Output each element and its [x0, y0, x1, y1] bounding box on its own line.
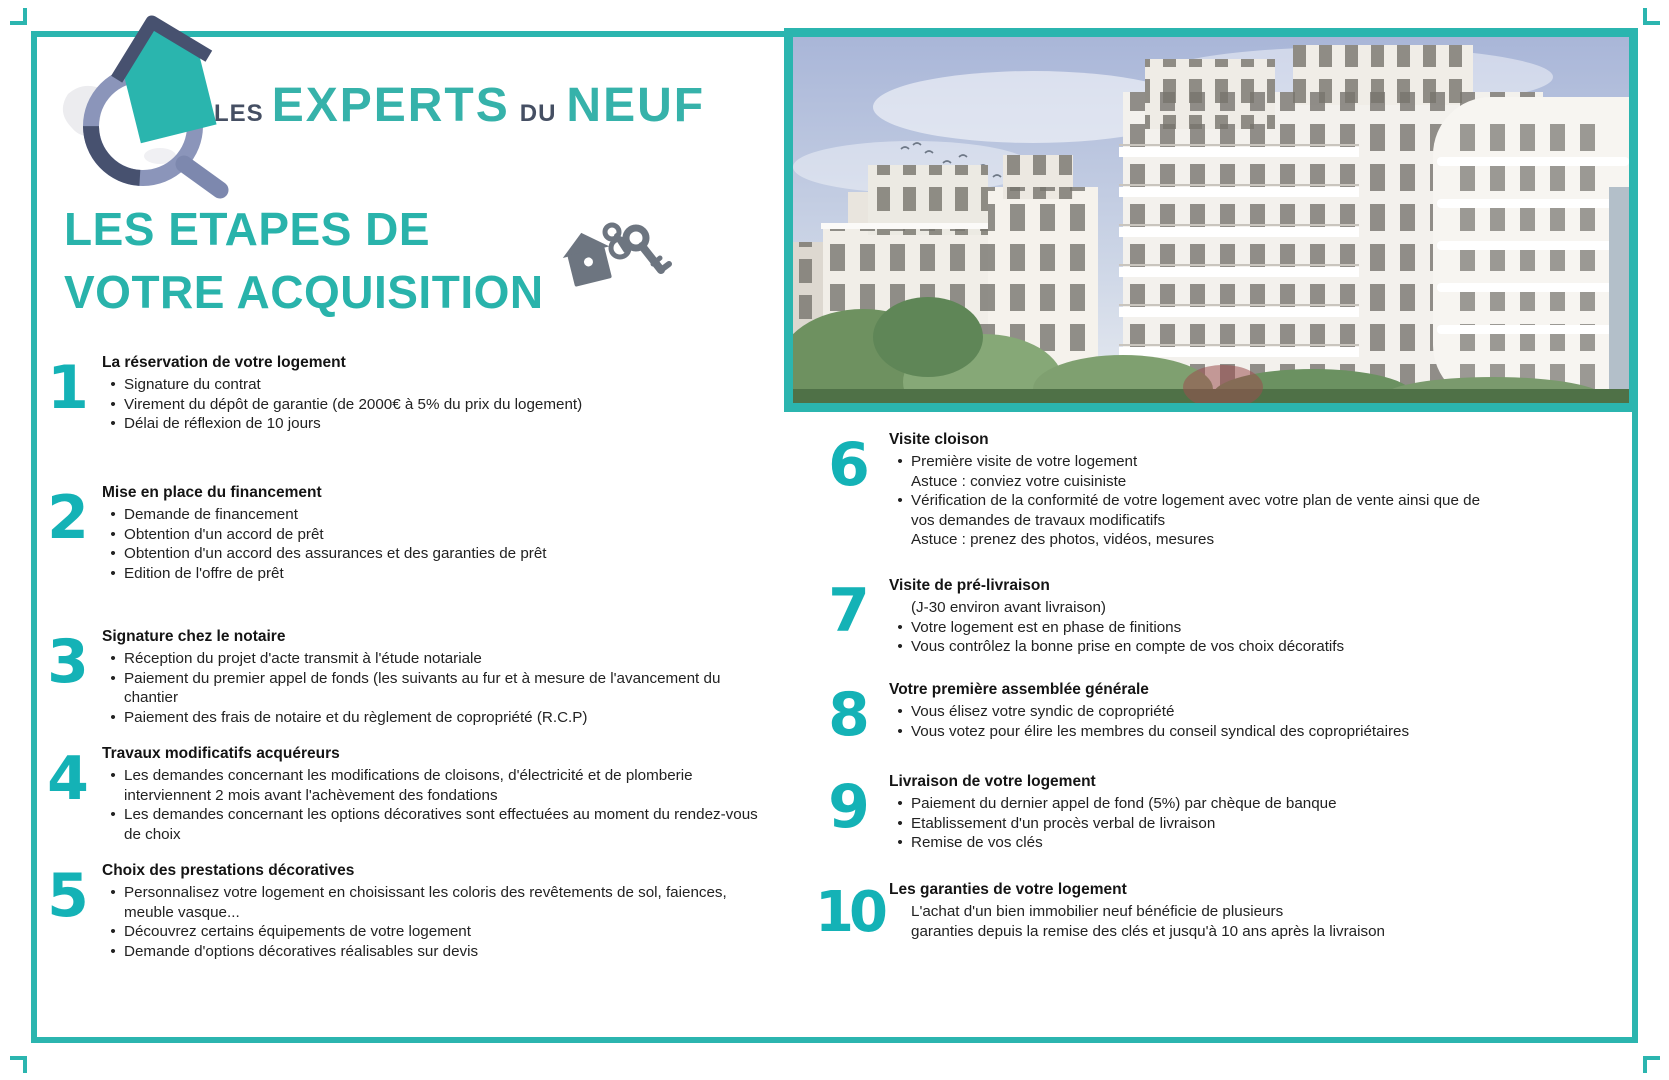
bullet-dot: • [110, 376, 116, 393]
corner-mark [10, 8, 27, 25]
step [815, 576, 1515, 657]
brand-word-du: DU [519, 100, 557, 127]
step-item-text: L'achat d'un bien immobilier neuf bénéficie de plusieurs [911, 903, 1284, 920]
step-number: 3 [47, 627, 89, 697]
step-item-text: Délai de réflexion de 10 jours [124, 415, 321, 433]
step-bullet-item [102, 375, 770, 395]
step-number: 9 [828, 772, 870, 842]
bullet-dot: • [110, 564, 116, 582]
step-item-text: (J-30 environ avant livraison) [911, 599, 1106, 616]
step-number: 2 [47, 483, 89, 553]
corner-mark [1643, 1056, 1660, 1073]
bullet-dot: • [110, 506, 116, 523]
bullet-dot: • [897, 618, 903, 636]
step-item-text: Demande d'options décoratives réalisables sur devis [124, 942, 479, 960]
bullet-dot: • [897, 492, 903, 510]
step-bullet-item [102, 525, 770, 545]
bullet-dot: • [897, 795, 903, 812]
corner-mark [10, 1056, 27, 1073]
step-bullet-item [102, 922, 770, 942]
step-item-text: garanties depuis la remise des clés et jusqu'à 10 ans après la livraison [911, 922, 1385, 940]
step-bullet-item [102, 564, 770, 584]
step-item-text: Vous votez pour élire les membres du conseil syndical des copropriétaires [911, 722, 1410, 740]
step-item-text: Astuce : prenez des photos, vidéos, mesures [911, 531, 1215, 549]
step-note-item [889, 472, 1497, 492]
step-content [102, 861, 770, 961]
step-note-item [889, 902, 1497, 922]
step-item-text: Obtention d'un accord de prêt [124, 525, 324, 543]
step-item-text: Votre logement est en phase de finitions [911, 618, 1182, 636]
brand-word-les: LES [214, 100, 264, 127]
step-bullet-item [889, 637, 1497, 657]
step-content [889, 880, 1497, 941]
step-item-text: Paiement du premier appel de fonds (les suivants au fur et à mesure de l'avancement du chantier [124, 669, 721, 707]
building-photo [784, 28, 1638, 412]
step-item-text: Vérification de la conformité de votre logement avec votre plan de vente ainsi que de vos demandes de travaux modificatifs [911, 492, 1481, 529]
step-number: 4 [47, 744, 89, 814]
step-item-text: Découvrez certains équipements de votre logement [124, 923, 471, 941]
bullet-dot: • [897, 814, 903, 832]
bullet-dot: • [110, 806, 116, 824]
step-bullet-item [102, 766, 770, 805]
step-number: 6 [828, 430, 870, 500]
bullet-dot: • [110, 415, 116, 433]
step-note-item [889, 922, 1497, 942]
step [40, 483, 780, 583]
step-item-text: Demande de financement [124, 506, 298, 523]
step-content [102, 744, 770, 844]
step-item-text: Réception du projet d'acte transmit à l'étude notariale [124, 650, 482, 667]
step-bullet-item [102, 414, 770, 434]
step-item-text: Paiement du dernier appel de fond (5%) par chèque de banque [911, 795, 1337, 812]
bullet-dot: • [110, 525, 116, 543]
bullet-dot: • [897, 703, 903, 720]
page-title-line2: VOTRE ACQUISITION [64, 266, 544, 318]
bullet-dot: • [897, 638, 903, 656]
step-note-item [889, 598, 1497, 618]
step-number: 10 [815, 880, 883, 945]
bullet-dot: • [110, 884, 116, 901]
page-title-line1: LES ETAPES DE [64, 203, 431, 255]
step [40, 861, 780, 961]
step-item-text: Edition de l'offre de prêt [124, 564, 284, 582]
step-bullet-item [102, 708, 770, 728]
bullet-dot: • [897, 834, 903, 852]
step-note-item [889, 530, 1497, 550]
step-number: 5 [47, 861, 89, 931]
step-item-text: Paiement des frais de notaire et du règlement de copropriété (R.C.P) [124, 708, 588, 726]
step-bullet-item [102, 942, 770, 962]
step [815, 430, 1515, 550]
step-title: Choix des prestations décoratives [102, 862, 355, 879]
bullet-dot: • [110, 545, 116, 563]
step-number: 1 [47, 353, 89, 423]
brand-wordmark [214, 78, 705, 133]
step-content [889, 576, 1497, 657]
step [40, 627, 780, 727]
step-content [889, 430, 1497, 550]
step-bullet-item [102, 805, 770, 844]
step-item-text: Personnalisez votre logement en choisissant les coloris des revêtements de sol, faiences, meuble vasque... [124, 884, 727, 921]
step-number: 8 [828, 680, 870, 750]
step-title: Mise en place du financement [102, 484, 322, 501]
step-bullet-item [889, 618, 1497, 638]
step-title: Livraison de votre logement [889, 773, 1096, 790]
step-item-text: Vous élisez votre syndic de copropriété [911, 703, 1175, 720]
step-title: La réservation de votre logement [102, 354, 346, 371]
bullet-dot: • [110, 669, 116, 687]
step-bullet-item [102, 395, 770, 415]
step-item-text: Les demandes concernant les modifications de cloisons, d'électricité et de plomberie interviennent 2 mois avant l'achèvement des fondations [124, 767, 693, 804]
house-keys-icon [560, 220, 672, 302]
step-number: 7 [828, 576, 870, 646]
bullet-dot: • [110, 942, 116, 960]
step-bullet-item [102, 883, 770, 922]
bullet-dot: • [110, 708, 116, 726]
step-bullet-item [102, 505, 770, 525]
step-content [102, 353, 770, 434]
step [815, 880, 1515, 945]
step-title: Les garanties de votre logement [889, 881, 1127, 898]
step-bullet-item [889, 491, 1497, 530]
corner-mark [1643, 8, 1660, 25]
step-title: Visite cloison [889, 431, 989, 448]
step-content [889, 772, 1497, 853]
bullet-dot: • [897, 722, 903, 740]
step-title: Signature chez le notaire [102, 628, 286, 645]
step-content [102, 627, 770, 727]
step-item-text: Obtention d'un accord des assurances et des garanties de prêt [124, 545, 547, 563]
step-title: Visite de pré-livraison [889, 577, 1050, 594]
step-item-text: Astuce : conviez votre cuisiniste [911, 472, 1127, 490]
step [40, 744, 780, 844]
step-content [102, 483, 770, 583]
page-title [64, 198, 544, 324]
step-item-text: Etablissement d'un procès verbal de livraison [911, 814, 1216, 832]
bullet-dot: • [110, 650, 116, 667]
step-bullet-item [889, 814, 1497, 834]
step-item-text: Les demandes concernant les options décoratives sont effectuées au moment du rendez-vous de choix [124, 806, 758, 843]
step [815, 680, 1515, 750]
brand-word-neuf: NEUF [566, 79, 706, 132]
step-item-text: Signature du contrat [124, 376, 261, 393]
step-bullet-item [889, 452, 1497, 472]
brand-word-experts: EXPERTS [271, 79, 510, 132]
step-bullet-item [102, 669, 770, 708]
step-title: Votre première assemblée générale [889, 681, 1149, 698]
step-bullet-item [889, 702, 1497, 722]
bullet-dot: • [897, 453, 903, 470]
step-title: Travaux modificatifs acquéreurs [102, 745, 340, 762]
step-bullet-item [889, 833, 1497, 853]
step-bullet-item [889, 794, 1497, 814]
step-item-text: Remise de vos clés [911, 834, 1043, 852]
step-item-text: Première visite de votre logement [911, 453, 1138, 470]
bullet-dot: • [110, 923, 116, 941]
step-item-text: Vous contrôlez la bonne prise en compte de vos choix décoratifs [911, 638, 1345, 656]
step-bullet-item [889, 722, 1497, 742]
bullet-dot: • [110, 395, 116, 413]
step-content [889, 680, 1497, 741]
step-bullet-item [102, 649, 770, 669]
step-item-text: Virement du dépôt de garantie (de 2000€ à 5% du prix du logement) [124, 395, 583, 413]
bullet-dot: • [110, 767, 116, 784]
step-bullet-item [102, 544, 770, 564]
step [40, 353, 780, 434]
step [815, 772, 1515, 853]
